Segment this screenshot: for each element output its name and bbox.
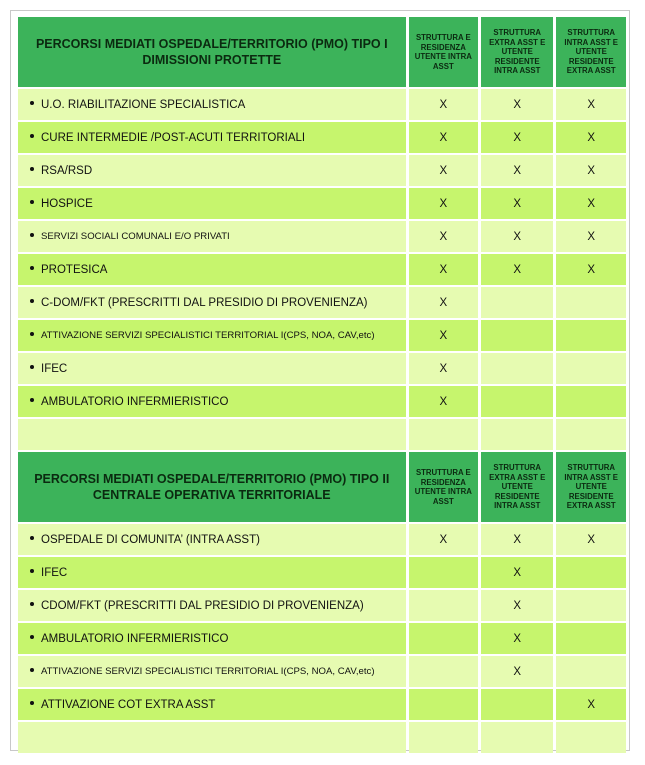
- row-label: [18, 353, 406, 384]
- document-frame: [10, 10, 630, 751]
- mark-cell-col-2: X: [481, 557, 553, 588]
- table-row: [18, 320, 626, 351]
- mark-cell-col-3: X: [556, 188, 626, 219]
- bullet-icon: [30, 167, 34, 171]
- mark-cell-col-3: X: [556, 122, 626, 153]
- empty-cell: [481, 419, 553, 450]
- row-label-text: OSPEDALE DI COMUNITA’ (INTRA ASST): [41, 533, 260, 546]
- mark-cell-col-3: [556, 623, 626, 654]
- row-label-text: IFEC: [41, 566, 68, 579]
- row-label-text: C-DOM/FKT (PRESCRITTI DAL PRESIDIO DI PROVENIENZA): [41, 296, 368, 309]
- mark-cell-col-2: [481, 689, 553, 720]
- mark-cell-col-1: X: [409, 320, 479, 351]
- bullet-icon: [30, 569, 34, 573]
- bullet-icon: [30, 332, 34, 336]
- empty-cell: [556, 419, 626, 450]
- section1-title: PERCORSI MEDIATI OSPEDALE/TERRITORIO (PMO) TIPO I DIMISSIONI PROTETTE: [18, 17, 406, 87]
- row-label: [18, 524, 406, 555]
- row-label: [18, 623, 406, 654]
- table-row: [18, 188, 626, 219]
- bullet-icon: [30, 602, 34, 606]
- mark-cell-col-2: X: [481, 254, 553, 285]
- row-label: [18, 89, 406, 120]
- mark-cell-col-3: X: [556, 221, 626, 252]
- bullet-icon: [30, 299, 34, 303]
- row-label-text: ATTIVAZIONE SERVIZI SPECIALISTICI TERRITORIAL I(CPS, NOA, CAV,etc): [41, 666, 375, 677]
- mark-cell-col-3: X: [556, 155, 626, 186]
- mark-cell-col-3: [556, 557, 626, 588]
- row-label: [18, 656, 406, 687]
- row-label: [18, 254, 406, 285]
- mark-cell-col-1: X: [409, 89, 479, 120]
- mark-cell-col-1: X: [409, 122, 479, 153]
- mark-cell-col-3: [556, 656, 626, 687]
- row-label-text: ATTIVAZIONE SERVIZI SPECIALISTICI TERRITORIAL I(CPS, NOA, CAV,etc): [41, 330, 375, 341]
- mark-cell-col-2: [481, 353, 553, 384]
- row-label: [18, 689, 406, 720]
- mark-cell-col-3: [556, 320, 626, 351]
- mark-cell-col-3: X: [556, 689, 626, 720]
- mark-cell-col-2: [481, 320, 553, 351]
- mark-cell-col-2: X: [481, 122, 553, 153]
- mark-cell-col-3: X: [556, 524, 626, 555]
- table-row: [18, 656, 626, 687]
- section2-column-header-1: STRUTTURA E RESIDENZA UTENTE INTRA ASST: [409, 452, 479, 522]
- section2-title: PERCORSI MEDIATI OSPEDALE/TERRITORIO (PMO) TIPO II CENTRALE OPERATIVA TERRITORIALE: [18, 452, 406, 522]
- mark-cell-col-2: X: [481, 524, 553, 555]
- mark-cell-col-2: [481, 287, 553, 318]
- mark-cell-col-2: X: [481, 89, 553, 120]
- bullet-icon: [30, 233, 34, 237]
- table-row: [18, 287, 626, 318]
- row-label: [18, 287, 406, 318]
- table-row: [18, 557, 626, 588]
- mark-cell-col-3: X: [556, 89, 626, 120]
- empty-cell: [481, 722, 553, 753]
- row-label: [18, 557, 406, 588]
- bullet-icon: [30, 134, 34, 138]
- bullet-icon: [30, 365, 34, 369]
- mark-cell-col-3: X: [556, 254, 626, 285]
- mark-cell-col-3: [556, 386, 626, 417]
- row-label: [18, 590, 406, 621]
- mark-cell-col-2: X: [481, 590, 553, 621]
- table-row: [18, 254, 626, 285]
- row-label-text: HOSPICE: [41, 197, 93, 210]
- mark-cell-col-1: X: [409, 287, 479, 318]
- mark-cell-col-1: [409, 656, 479, 687]
- row-label-text: AMBULATORIO INFERMIERISTICO: [41, 395, 229, 408]
- mark-cell-col-2: X: [481, 155, 553, 186]
- row-label: [18, 386, 406, 417]
- bullet-icon: [30, 200, 34, 204]
- table-row: [18, 155, 626, 186]
- empty-cell: [556, 722, 626, 753]
- mark-cell-col-1: X: [409, 386, 479, 417]
- bullet-icon: [30, 101, 34, 105]
- empty-cell: [18, 722, 406, 753]
- table-row: [18, 524, 626, 555]
- row-label: [18, 188, 406, 219]
- row-label-text: SERVIZI SOCIALI COMUNALI E/O PRIVATI: [41, 231, 230, 242]
- section1-column-header-3: STRUTTURA INTRA ASST E UTENTE RESIDENTE EXTRA ASST: [556, 17, 626, 87]
- mark-cell-col-1: X: [409, 254, 479, 285]
- section1-blank-row: [18, 419, 626, 450]
- row-label-text: AMBULATORIO INFERMIERISTICO: [41, 632, 229, 645]
- mark-cell-col-1: [409, 689, 479, 720]
- table-row: [18, 89, 626, 120]
- table-row: [18, 590, 626, 621]
- section2-header-row: [18, 452, 626, 522]
- mark-cell-col-2: X: [481, 221, 553, 252]
- mark-cell-col-1: X: [409, 524, 479, 555]
- bullet-icon: [30, 668, 34, 672]
- row-label-text: RSA/RSD: [41, 164, 93, 177]
- mark-cell-col-3: [556, 590, 626, 621]
- pmo-table: [15, 15, 629, 755]
- mark-cell-col-2: X: [481, 623, 553, 654]
- mark-cell-col-1: [409, 557, 479, 588]
- row-label-text: CURE INTERMEDIE /POST-ACUTI TERRITORIALI: [41, 131, 306, 144]
- mark-cell-col-1: X: [409, 188, 479, 219]
- mark-cell-col-1: [409, 590, 479, 621]
- bullet-icon: [30, 701, 34, 705]
- mark-cell-col-2: X: [481, 656, 553, 687]
- row-label: [18, 122, 406, 153]
- row-label-text: PROTESICA: [41, 263, 108, 276]
- section1-column-header-1: STRUTTURA E RESIDENZA UTENTE INTRA ASST: [409, 17, 479, 87]
- table-row: [18, 689, 626, 720]
- row-label-text: U.O. RIABILITAZIONE SPECIALISTICA: [41, 98, 246, 111]
- bullet-icon: [30, 266, 34, 270]
- row-label: [18, 221, 406, 252]
- table-row: [18, 623, 626, 654]
- mark-cell-col-1: X: [409, 353, 479, 384]
- section2-blank-row: [18, 722, 626, 753]
- row-label: [18, 155, 406, 186]
- bullet-icon: [30, 536, 34, 540]
- bullet-icon: [30, 635, 34, 639]
- mark-cell-col-3: [556, 287, 626, 318]
- row-label: [18, 320, 406, 351]
- empty-cell: [409, 419, 479, 450]
- mark-cell-col-2: X: [481, 188, 553, 219]
- section2-column-header-2: STRUTTURA EXTRA ASST E UTENTE RESIDENTE INTRA ASST: [481, 452, 553, 522]
- mark-cell-col-1: [409, 623, 479, 654]
- mark-cell-col-3: [556, 353, 626, 384]
- section2-column-header-3: STRUTTURA INTRA ASST E UTENTE RESIDENTE EXTRA ASST: [556, 452, 626, 522]
- section1-column-header-2: STRUTTURA EXTRA ASST E UTENTE RESIDENTE INTRA ASST: [481, 17, 553, 87]
- empty-cell: [18, 419, 406, 450]
- row-label-text: ATTIVAZIONE COT EXTRA ASST: [41, 698, 216, 711]
- section1-header-row: [18, 17, 626, 87]
- table-row: [18, 353, 626, 384]
- mark-cell-col-1: X: [409, 155, 479, 186]
- row-label-text: CDOM/FKT (PRESCRITTI DAL PRESIDIO DI PROVENIENZA): [41, 599, 364, 612]
- table-row: [18, 386, 626, 417]
- row-label-text: IFEC: [41, 362, 68, 375]
- table-row: [18, 122, 626, 153]
- mark-cell-col-1: X: [409, 221, 479, 252]
- bullet-icon: [30, 398, 34, 402]
- mark-cell-col-2: [481, 386, 553, 417]
- table-row: [18, 221, 626, 252]
- empty-cell: [409, 722, 479, 753]
